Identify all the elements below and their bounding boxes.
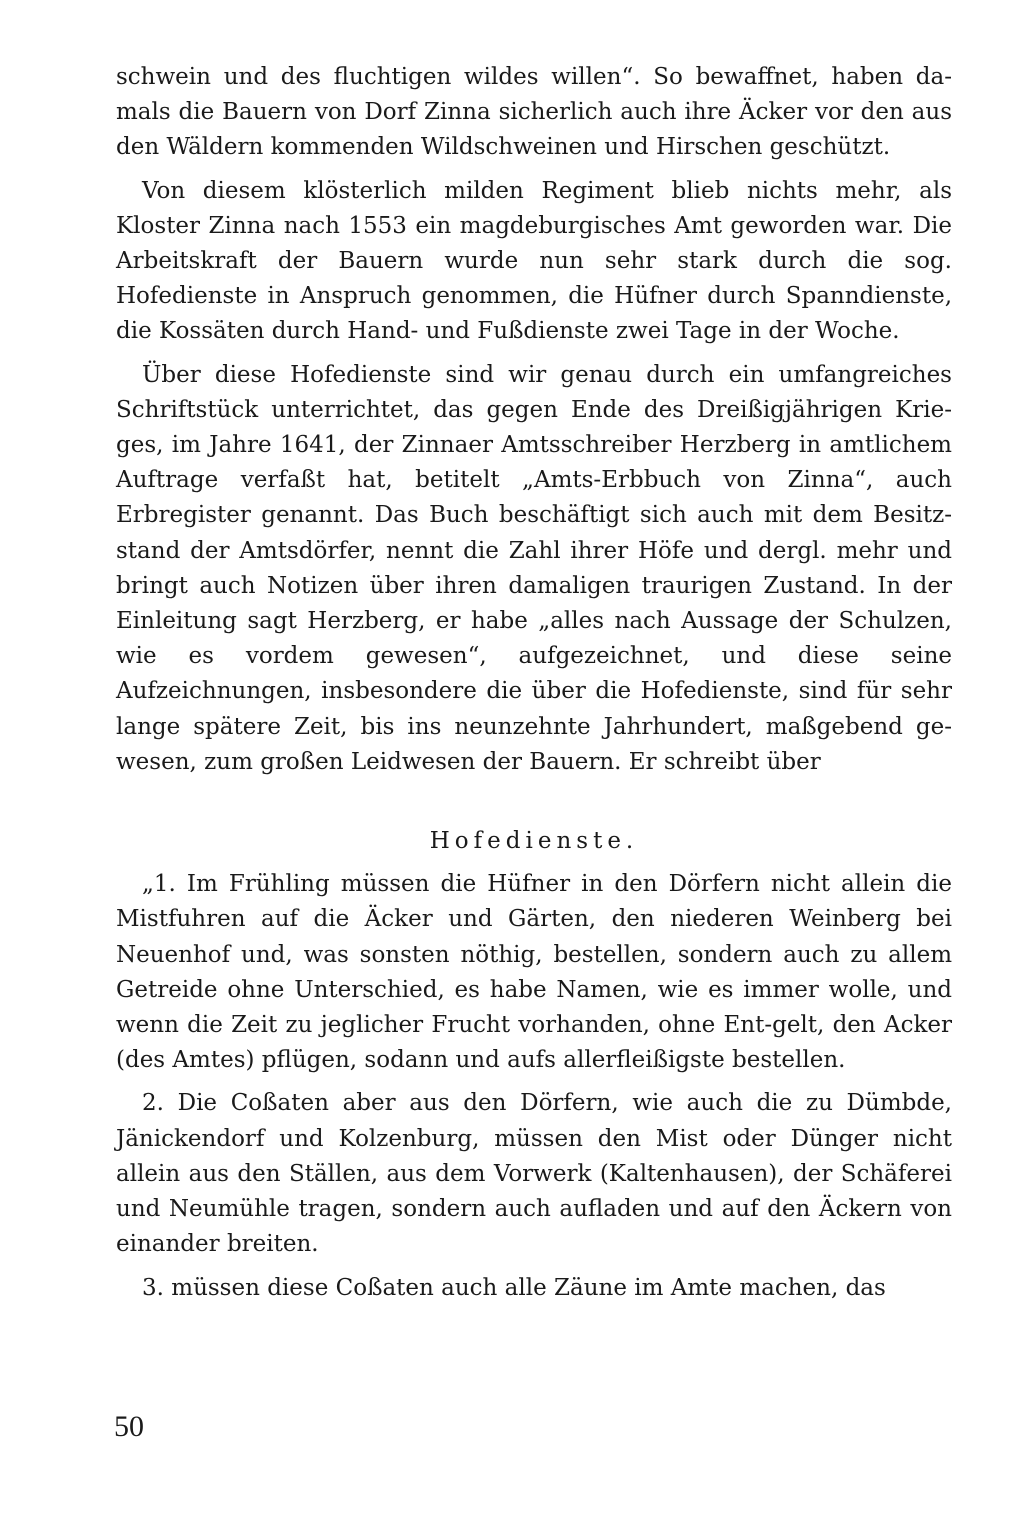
paragraph-item-3: 3. müssen diese Coßaten auch alle Zäune im Amte machen, das	[142, 1274, 886, 1301]
paragraph-erbbuch: Über diese Hofedienste sind wir genau durch ein umfangreiches Schriftstück unterrichtet, das gegen Ende des Dreißigjährigen Krie-ges, im Jahre 1641, der Zinnaer Amtsschreiber Herzberg in amtlichem Auftrage verfaßt hat, betitelt „Amts-Erbbuch von Zinna“, auch Erbregister genannt. Das Buch beschäftigt sich auch mit dem Besitz-stand der Amtsdörfer, nennt die Zahl ihrer Höfe und dergl. mehr und bringt auch Notizen über ihren damaligen traurigen Zustand. In der Einleitung sagt Herzberg, er habe „alles nach Aussage der Schulzen, wie es vordem gewesen“, aufgezeichnet, und diese seine Aufzeichnungen, insbesondere die über die Hofedienste, sind für sehr lange spätere Zeit, bis ins neunzehnte Jahrhundert, maßgebend ge-wesen, zum großen Leidwesen der Bauern. Er schreibt über	[116, 361, 952, 775]
paragraph-wild-animals: schwein und des fluchtigen wildes willen“. So bewaffnet, haben da-mals die Bauern von Dorf Zinna sicherlich auch ihre Äcker vor den aus den Wäldern kommenden Wildschweinen und Hirschen geschützt.	[116, 64, 952, 161]
paragraph-regiment: Von diesem klösterlich milden Regiment blieb nichts mehr, als Kloster Zinna nach 1553 ein magdeburgisches Amt geworden war. Die Arbeitskraft der Bauern wurde nun sehr stark durch die sog. Hofedienste in Anspruch genommen, die Hüfner durch Spanndienste, die Kossäten durch Hand- und Fußdienste zwei Tage in der Woche.	[116, 177, 952, 345]
paragraph-item-2: 2. Die Coßaten aber aus den Dörfern, wie auch die zu Dümbde, Jänickendorf und Kolzenburg, müssen den Mist oder Dünger nicht allein aus den Ställen, aus dem Vorwerk (Kaltenhausen), der Schäferei und Neumühle tragen, sondern auch aufladen und auf den Äckern von einander breiten.	[116, 1090, 952, 1258]
page-body	[116, 60, 952, 1314]
page-number: 50	[114, 1410, 144, 1443]
paragraph-item-1: „1. Im Frühling müssen die Hüfner in den Dörfern nicht allein die Mistfuhren auf die Äcker und Gärten, den niederen Weinberg bei Neuenhof und, was sonsten nöthig, bestellen, sondern auch zu allem Getreide ohne Unterschied, es habe Namen, wie es immer wolle, und wenn die Zeit zu jeglicher Frucht vorhanden, ohne Ent-gelt, den Acker (des Amtes) pflügen, sodann und aufs allerfleißigste bestellen.	[116, 871, 952, 1074]
section-heading: Hofedienste.	[429, 828, 639, 855]
